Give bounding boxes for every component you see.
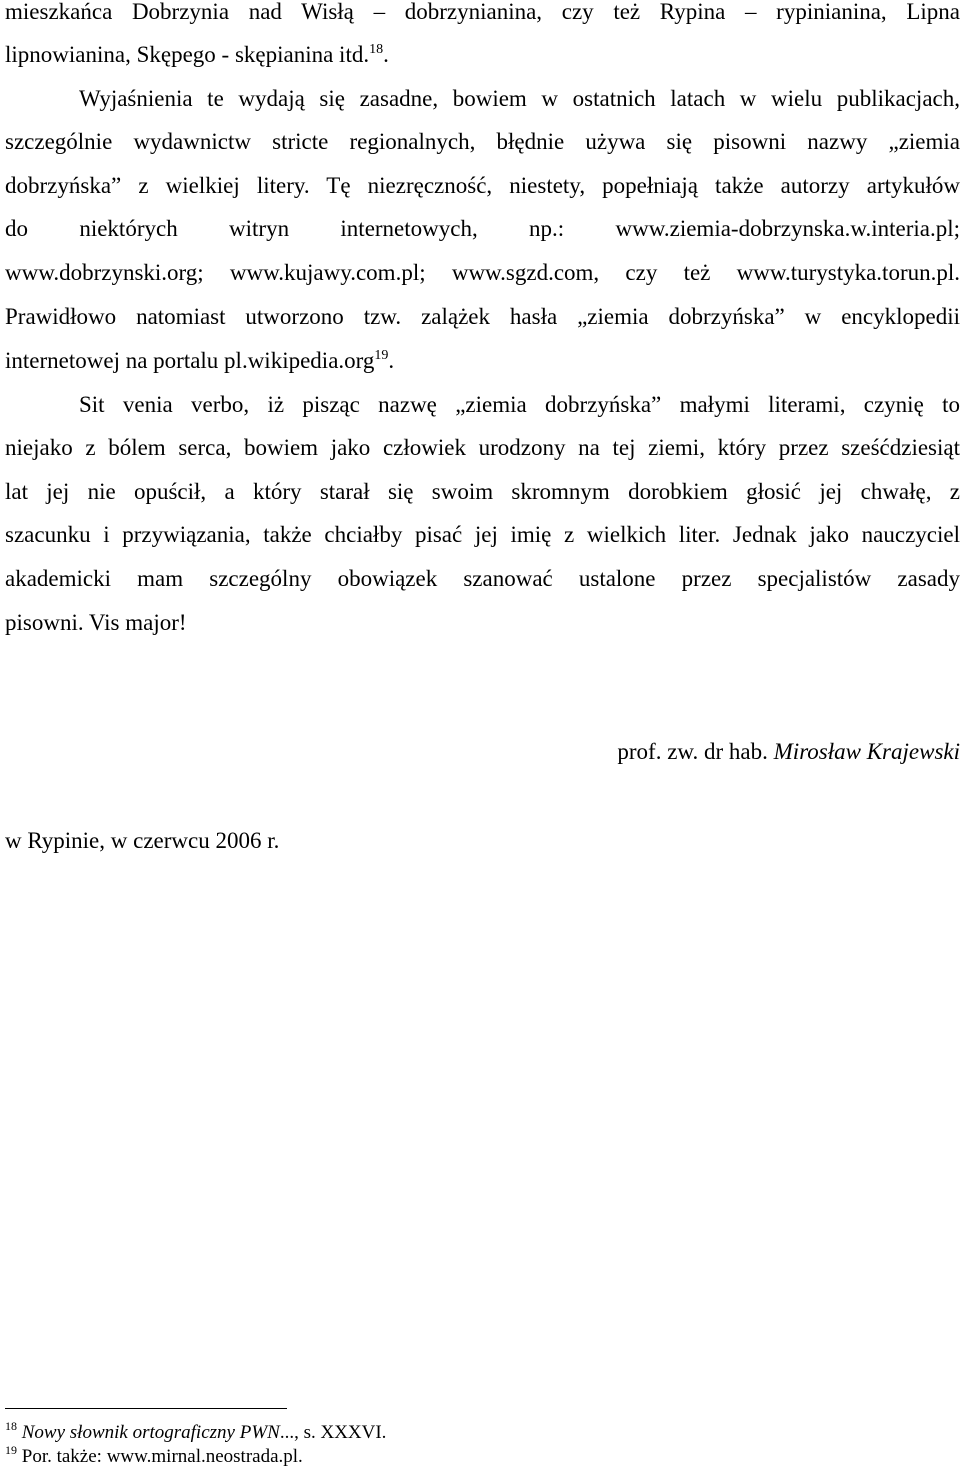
paragraph2-line7-text: internetowej na portalu pl.wikipedia.org (5, 348, 375, 373)
paragraph2-line1: Wyjaśnienia te wydają się zasadne, bowiem w ostatnich latach w wielu publikacjach, (79, 86, 960, 111)
paragraph2-line6: Prawidłowo natomiast utworzono tzw. zalążek hasła „ziemia dobrzyńska” w encyklopedii (5, 304, 960, 329)
paragraph2-line7-end: . (388, 348, 395, 373)
paragraph3-line2: niejako z bólem serca, bowiem jako człowiek urodzony na tej ziemi, który przez sześćdziesiąt (5, 435, 960, 460)
place-date: w Rypinie, w czerwcu 2006 r. (5, 828, 280, 853)
signature (617, 737, 960, 767)
footnote-ref-18: 18 (369, 42, 384, 57)
footnote-18-title: Nowy słownik ortograficzny PWN (21, 1422, 280, 1443)
footnote-ref-19: 19 (374, 348, 389, 363)
paragraph2-line4: do niektórych witryn internetowych, np.: www.ziemia-dobrzynska.w.interia.pl; (5, 216, 960, 241)
footnote-separator (5, 1408, 287, 1409)
paragraph1-line2-text: lipnowianina, Skępego - skępianina itd. (5, 42, 370, 67)
paragraph2-line2: szczególnie wydawnictw stricte regionalnych, błędnie używa się pisowni nazwy „ziemia (5, 129, 960, 154)
footnote-19-number: 19 (5, 1443, 17, 1457)
paragraph3-line1: Sit venia verbo, iż pisząc nazwę „ziemia dobrzyńska” małymi literami, czynię to (79, 392, 960, 417)
paragraph1-line2-end: . (383, 42, 389, 67)
paragraph3-line4: szacunku i przywiązania, także chciałby pisać jej imię z wielkich liter. Jednak jako nauczyciel (5, 522, 960, 547)
signature-title: prof. zw. dr hab. (617, 739, 768, 764)
footnote-18 (5, 1421, 386, 1445)
paragraph2-line5: www.dobrzynski.org; www.kujawy.com.pl; www.sgzd.com, czy też www.turystyka.torun.pl. (5, 260, 960, 285)
paragraph2-line3: dobrzyńska” z wielkiej litery. Tę niezręczność, niestety, popełniają także autorzy artykułów (5, 173, 960, 198)
paragraph1-line1: mieszkańca Dobrzynia nad Wisłą – dobrzynianina, czy też Rypina – rypinianina, Lipna (5, 0, 960, 24)
footnote-18-rest: ..., s. XXXVI. (279, 1422, 387, 1443)
paragraph3-line5: akademicki mam szczególny obowiązek szanować ustalone przez specjalistów zasady (5, 566, 960, 591)
paragraph1-line2 (5, 40, 960, 70)
paragraph3-line6: pisowni. Vis major! (5, 610, 187, 635)
paragraph2-line7 (5, 346, 960, 376)
footnote-19-text: Por. także: www.mirnal.neostrada.pl. (21, 1446, 303, 1467)
footnote-19 (5, 1445, 303, 1469)
footnote-18-number: 18 (5, 1419, 17, 1433)
signature-name: Mirosław Krajewski (773, 739, 960, 764)
paragraph3-line3: lat jej nie opuścił, a który starał się swoim skromnym dorobkiem głosić jej chwałę, z (5, 479, 960, 504)
